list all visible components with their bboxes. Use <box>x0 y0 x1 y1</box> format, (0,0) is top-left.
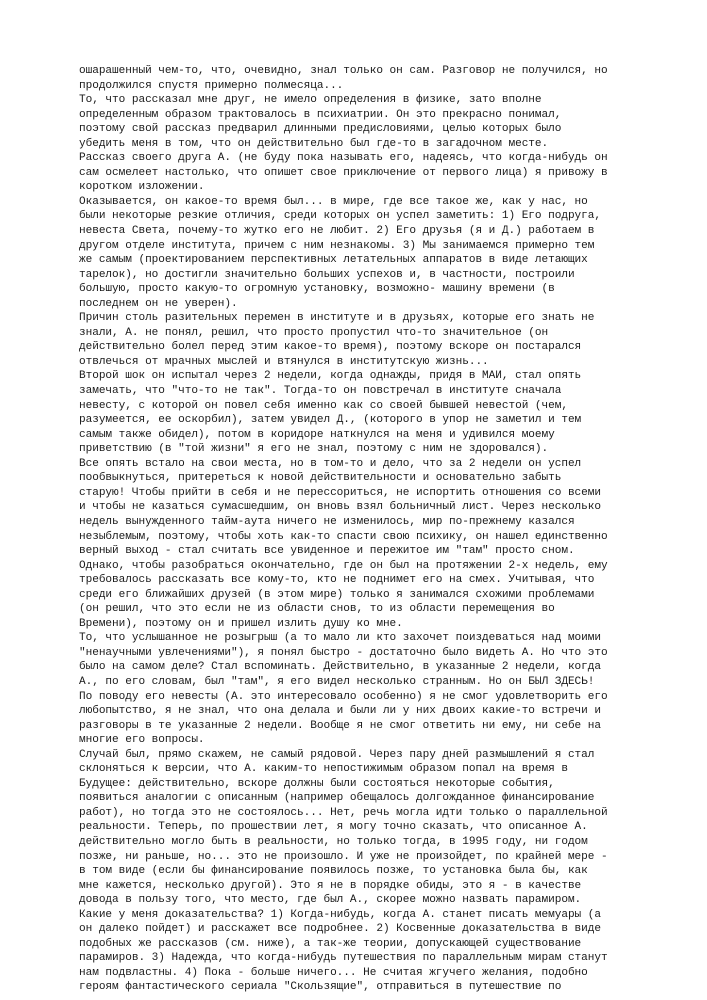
text-line: замечать, что "что-то не так". Тогда-то он повстречал в институте сначала <box>79 385 562 398</box>
text-line: пообвыкнуться, притереться к новой действительности и основательно забыть <box>79 472 562 485</box>
text-line: мне кажется, несколько другой). Это я не в порядке обиды, это я - в качестве <box>79 879 582 892</box>
text-line: последнем он не уверен). <box>79 297 238 310</box>
text-line: поэтому свой рассказ предварил длинными предисловиями, целью которых было <box>79 123 562 136</box>
text-line: определенным образом трактовалось в психиатрии. Он это прекрасно понимал, <box>79 108 562 121</box>
text-line: (он решил, что это если не из области снов, то из области перемещения во <box>79 603 555 616</box>
text-line: были некоторые резкие отличия, среди которых он успел заметить: 1) Его подруга, <box>79 210 601 223</box>
text-line: реальности. Теперь, по прошествии лет, я могу точно сказать, что описанное А. <box>79 821 588 834</box>
text-line: Какие у меня доказательства? 1) Когда-нибудь, когда А. станет писать мемуары (а <box>79 908 601 921</box>
text-line: продолжился спустя примерно полмесяца... <box>79 79 344 92</box>
text-line: было на самом деле? Стал вспоминать. Действительно, в указанные 2 недели, когда <box>79 661 601 674</box>
text-line: большую, просто какую-то огромную установку, возможно- машину времени (в <box>79 283 555 296</box>
text-line: действительно могло быть в реальности, но только тогда, в 1995 году, ни годом <box>79 835 588 848</box>
text-line: склоняться к версии, что А. каким-то непостижимым образом попал на время в <box>79 763 568 776</box>
text-line: он далеко пойдет) и расскажет все подробнее. 2) Косвенные доказательства в виде <box>79 923 601 936</box>
text-line: парамиров. 3) Надежда, что когда-нибудь путешествия по параллельным мирам станут <box>79 952 608 965</box>
text-line: многие его вопросы. <box>79 734 205 747</box>
text-line: невесту, с которой он повел себя именно как со своей бывшей невестой (чем, <box>79 399 568 412</box>
text-line: среди его ближайших друзей (в этом мире) только я занимался схожими проблемами <box>79 588 595 601</box>
text-line: и чтобы не казаться сумасшедшим, он вновь взял больничный лист. Через несколько <box>79 501 601 514</box>
text-line: разумеется, ее оскорбил), затем увидел Д., (которого в упор не заметил и тем <box>79 414 582 427</box>
text-line: самым также обидел), потом в коридоре наткнулся на меня и удивился моему <box>79 428 555 441</box>
text-line: героям фантастического сериала "Скользящие", отправиться в путешествие по <box>79 981 562 994</box>
text-line: требовалось рассказать все кому-то, кто не поднимет его на смех. Учитывая, что <box>79 574 595 587</box>
text-line: недель вынужденного тайм-аута ничего не изменилось, мир по-прежнему казался <box>79 515 575 528</box>
text-line: невеста Света, почему-то жутко его не любит. 2) Его друзья (я и Д.) работаем в <box>79 225 595 238</box>
text-line: любопытство, я не знал, что она делала и были ли у них двоих какие-то встречи и <box>79 705 601 718</box>
text-line: верный выход - стал считать все увиденное и пережитое им "там" просто сном. <box>79 545 575 558</box>
text-line: Однако, чтобы разобраться окончательно, где он был на протяжении 2-х недель, ему <box>79 559 608 572</box>
text-line: действительно болел перед этим какое-то время), поэтому вскоре он постарался <box>79 341 582 354</box>
text-line: подобных же рассказов (см. ниже), а так-же теории, допускающей существование <box>79 937 582 950</box>
text-line: Второй шок он испытал через 2 недели, когда однажды, придя в МАИ, стал опять <box>79 370 582 383</box>
text-line: другом отделе института, причем с ним незнакомы. 3) Мы занимаемся примерно тем <box>79 239 595 252</box>
text-line: убедить меня в том, что он действительно был где-то в загадочном месте. <box>79 137 549 150</box>
text-line: Оказывается, он какое-то время был... в мире, где все такое же, как у нас, но <box>79 195 588 208</box>
text-line: приветствию (в "той жизни" я его не знал, поэтому с ним не здоровался). <box>79 443 549 456</box>
text-line: позже, ни раньше, но... это не произошло. И уже не произойдет, по крайней мере - <box>79 850 608 863</box>
text-line: работ), но тогда это не состоялось... Нет, речь могла идти только о параллельной <box>79 806 608 819</box>
text-line: разговоры в те указанные 2 недели. Вообще я не смог ответить ни ему, ни себе на <box>79 719 601 732</box>
text-line: То, что рассказал мне друг, не имело определения в физике, зато вполне <box>79 94 542 107</box>
text-line: старую! Чтобы прийти в себя и не перессориться, не испортить отношения со всеми <box>79 486 601 499</box>
text-line: По поводу его невесты (А. это интересовало особенно) я не смог удовлетворить его <box>79 690 608 703</box>
text-line: незыблемым, поэтому, чтобы хоть как-то спасти свою психику, он нашел единственно <box>79 530 608 543</box>
text-line: же самым (проектированием перспективных летательных аппаратов в виде летающих <box>79 254 588 267</box>
text-line: довода в пользу того, что место, где был А., скорее можно назвать парамиром. <box>79 894 582 907</box>
text-line: Все опять встало на свои места, но в том-то и дело, что за 2 недели он успел <box>79 457 582 470</box>
text-line: сам осмелеет настолько, что опишет свое приключение от первого лица) я привожу в <box>79 166 608 179</box>
text-line: появиться аналогии с описанным (например обещалось долгожданное финансирование <box>79 792 595 805</box>
text-line: Будущее: действительно, вскоре должны были состояться некоторые события, <box>79 777 555 790</box>
text-line: отвлечься от мрачных мыслей и втянулся в институтскую жизнь... <box>79 355 489 368</box>
document-text <box>79 64 639 995</box>
text-line: Случай был, прямо скажем, не самый рядовой. Через пару дней размышлений я стал <box>79 748 595 761</box>
text-line: То, что услышанное не розыгрыш (а то мало ли кто захочет поиздеваться над моими <box>79 632 601 645</box>
text-line: ошарашенный чем-то, что, очевидно, знал только он сам. Разговор не получился, но <box>79 65 608 77</box>
text-line: нам подвластны. 4) Пока - больше ничего... Не считая жгучего желания, подобно <box>79 966 588 979</box>
text-line: знали, А. не понял, решил, что просто пропустил что-то значительное (он <box>79 326 549 339</box>
text-line: Рассказ своего друга А. (не буду пока называть его, надеясь, что когда-нибудь он <box>79 152 608 165</box>
text-line: коротком изложении. <box>79 181 205 194</box>
text-line: тарелок), но достигли значительно больших успехов и, в частности, построили <box>79 268 575 281</box>
text-line: "ненаучными увлечениями"), я понял быстро - достаточно было видеть А. Но что это <box>79 646 608 659</box>
text-line: Причин столь разительных перемен в институте и в друзьях, которые его знать не <box>79 312 595 325</box>
text-line: А., по его словам, был "там", я его видел несколько странным. Но он БЫЛ ЗДЕСЬ! <box>79 675 595 688</box>
text-line: в том виде (если бы финансирование появилось позже, то установка была бы, как <box>79 865 588 878</box>
text-line: Времени), поэтому он и пришел излить душу ко мне. <box>79 617 403 630</box>
